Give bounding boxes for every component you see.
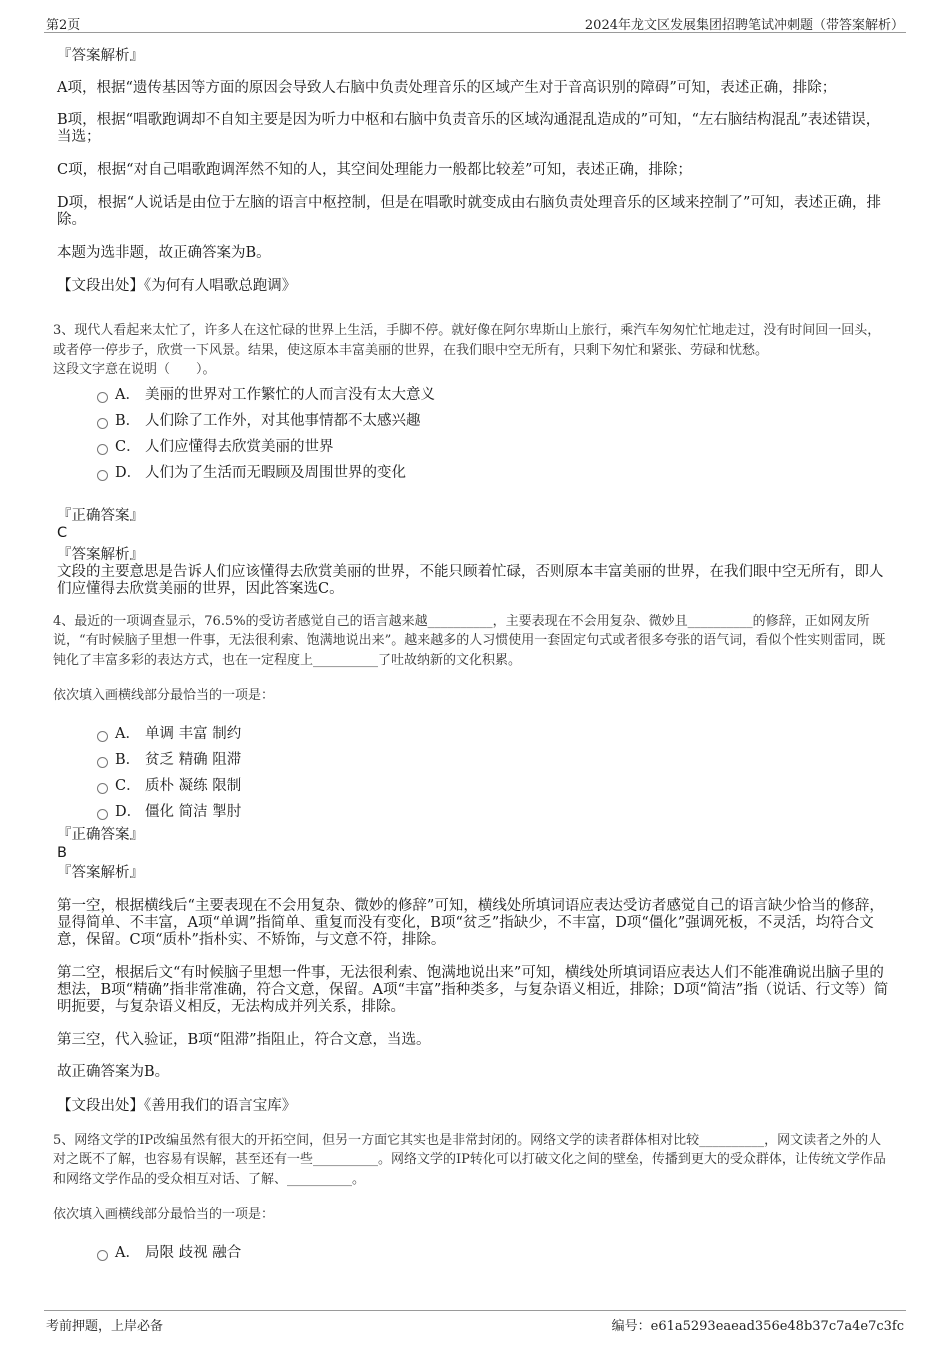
document-id: 编号：e61a5293eaead356e48b37c7a4e7c3fc [611,1319,904,1334]
radio-button[interactable] [97,783,108,794]
q4-stem: 4、最近的一项调查显示，76.5%的受访者感觉自己的语言越来越__________，主要表现在不会用复杂、微妙且__________的修辞，正如网友所说，“有时候脑子里想一件事，无法很利索、饱满地说出来”。越来越多的人习惯使用一套固定句式或者很多夸张的语气词，看似个性实则雷同，既钝化了丰富多彩的表达方式，也在一定程度上__________了吐故纳新的文化积累。 [53,613,886,668]
q4-option-d[interactable]: D． 僵化 简洁 掣肘 [97,799,889,825]
q2-analysis-b: B项，根据“唱歌跑调却不自知主要是因为听力中枢和右脑中负责音乐的区域沟通混乱造成的”可知，“左右脑结构混乱”表述错误，当选； [57,112,881,145]
radio-button[interactable] [97,444,108,455]
page-content [53,36,889,1266]
q5-options [97,1240,889,1266]
q3-answer: C [57,524,68,541]
q4-analysis-p1: 第一空，根据横线后“主要表现在不会用复杂、微妙的修辞”可知，横线处所填词语应表达受访者感觉自己的语言缺少恰当的修辞，显得简单、不丰富，A项“单调”指简单、重复而没有变化，B项“贫乏”指缺少，不丰富，D项“僵化”强调死板，不灵活，均符合文意，保留。C项“质朴”指朴实、不矫饰，与文意不符，排除。 [57,897,884,948]
q3-stem: 3、现代人看起来太忙了，许多人在这忙碌的世界上生活，手脚不停。就好像在阿尔卑斯山上旅行，乘汽车匆匆忙忙地走过，没有时间回一回头，或者停一停步子，欣赏一下风景。结果，使这原本丰富美丽的世界，在我们眼中空无所有，只剩下匆忙和紧张、劳碌和忧愁。 [53,323,881,358]
q3-correct-label: 『正确答案』 [57,507,144,524]
blank: __________ [427,613,493,629]
q3-option-b[interactable]: B． 人们除了工作外，对其他事情都不太感兴趣 [97,408,889,434]
q2-analysis-a: A项，根据“遗传基因等方面的原因会导致人右脑中负责处理音乐的区域产生对于音高识别的障碍”可知，表述正确，排除； [57,80,837,96]
blank: __________ [687,613,753,629]
q3-option-d[interactable]: D． 人们为了生活而无暇顾及周围世界的变化 [97,460,889,486]
blank: __________ [287,1171,353,1187]
radio-button[interactable] [97,809,108,820]
blank: __________ [699,1132,765,1148]
q4-analysis-p3: 第三空，代入验证，B项“阻滞”指阻止，符合文意，当选。 [57,1031,431,1048]
q4-analysis-label: 『答案解析』 [57,864,144,881]
q3-prompt: 这段文字意在说明（ ）。 [53,362,216,377]
q2-analysis-d: D项，根据“人说话是由位于左脑的语言中枢控制，但是在唱歌时就变成由右脑负责处理音乐的区域来控制了”可知，表述正确，排除。 [57,195,881,228]
q5-option-a[interactable]: A． 局限 歧视 融合 [97,1240,889,1266]
q3-analysis-label: 『答案解析』 [57,546,144,563]
radio-button[interactable] [97,731,108,742]
radio-button[interactable] [97,757,108,768]
q2-source: 【文段出处】《为何有人唱歌总跑调》 [57,278,297,294]
q3-analysis: 文段的主要意思是告诉人们应该懂得去欣赏美丽的世界，不能只顾着忙碌，否则原本丰富美丽的世界，在我们眼中空无所有，即人们应懂得去欣赏美丽的世界，因此答案选C。 [57,563,884,597]
q4-analysis-p2: 第二空，根据后文“有时候脑子里想一件事，无法很利索、饱满地说出来”可知，横线处所填词语应表达人们不能准确说出脑子里的想法，B项“精确”指非常准确，符合文意，保留。A项“丰富”指种类多，与复杂语义相近，排除；D项“简洁”指（说话、行文等）简明扼要，与复杂语义相反，无法构成并列关系，排除。 [57,964,889,1015]
document-title: 2024年龙文区发展集团招聘笔试冲刺题（带答案解析） [584,18,904,33]
radio-button[interactable] [97,1250,108,1261]
page-footer [44,1310,906,1333]
q4-option-b[interactable]: B． 贫乏 精确 阻滞 [97,747,889,773]
radio-button[interactable] [97,418,108,429]
q4-options [97,721,889,825]
q5-stem: 5、网络文学的IP改编虽然有很大的开拓空间，但另一方面它其实也是非常封闭的。网络文学的读者群体相对比较__________，网文读者之外的人对之既不了解，也容易有误解，甚至还有一些__________。网络文学的IP转化可以打破文化之间的壁垒，传播到更大的受众群体，让传统文学作品和网络文学作品的受众相互对话、了解、__________。 [53,1132,886,1187]
q4-correct-label: 『正确答案』 [57,826,144,843]
radio-button[interactable] [97,470,108,481]
q2-conclusion: 本题为选非题，故正确答案为B。 [57,245,271,261]
q3-options [97,382,889,486]
q2-analysis-label: 『答案解析』 [57,48,144,64]
q4-prompt: 依次填入画横线部分最恰当的一项是： [53,688,275,703]
page-number: 第2页 [46,18,81,33]
q4-answer: B [57,844,67,861]
q4-option-c[interactable]: C． 质朴 凝练 限制 [97,773,889,799]
q4-option-a[interactable]: A． 单调 丰富 制约 [97,721,889,747]
q3-option-a[interactable]: A． 美丽的世界对工作繁忙的人而言没有太大意义 [97,382,889,408]
q4-conclusion: 故正确答案为B。 [57,1063,170,1080]
q5-prompt: 依次填入画横线部分最恰当的一项是： [53,1207,275,1222]
q3-option-c[interactable]: C． 人们应懂得去欣赏美丽的世界 [97,434,889,460]
q2-analysis-c: C项，根据“对自己唱歌跑调浑然不知的人，其空间处理能力一般都比较差”可知，表述正确，排除； [57,162,692,178]
page-header [44,12,906,33]
q4-source: 【文段出处】《善用我们的语言宝库》 [57,1097,297,1114]
footer-slogan: 考前押题，上岸必备 [46,1319,164,1334]
radio-button[interactable] [97,392,108,403]
blank: __________ [313,1152,379,1167]
blank: __________ [313,652,379,668]
